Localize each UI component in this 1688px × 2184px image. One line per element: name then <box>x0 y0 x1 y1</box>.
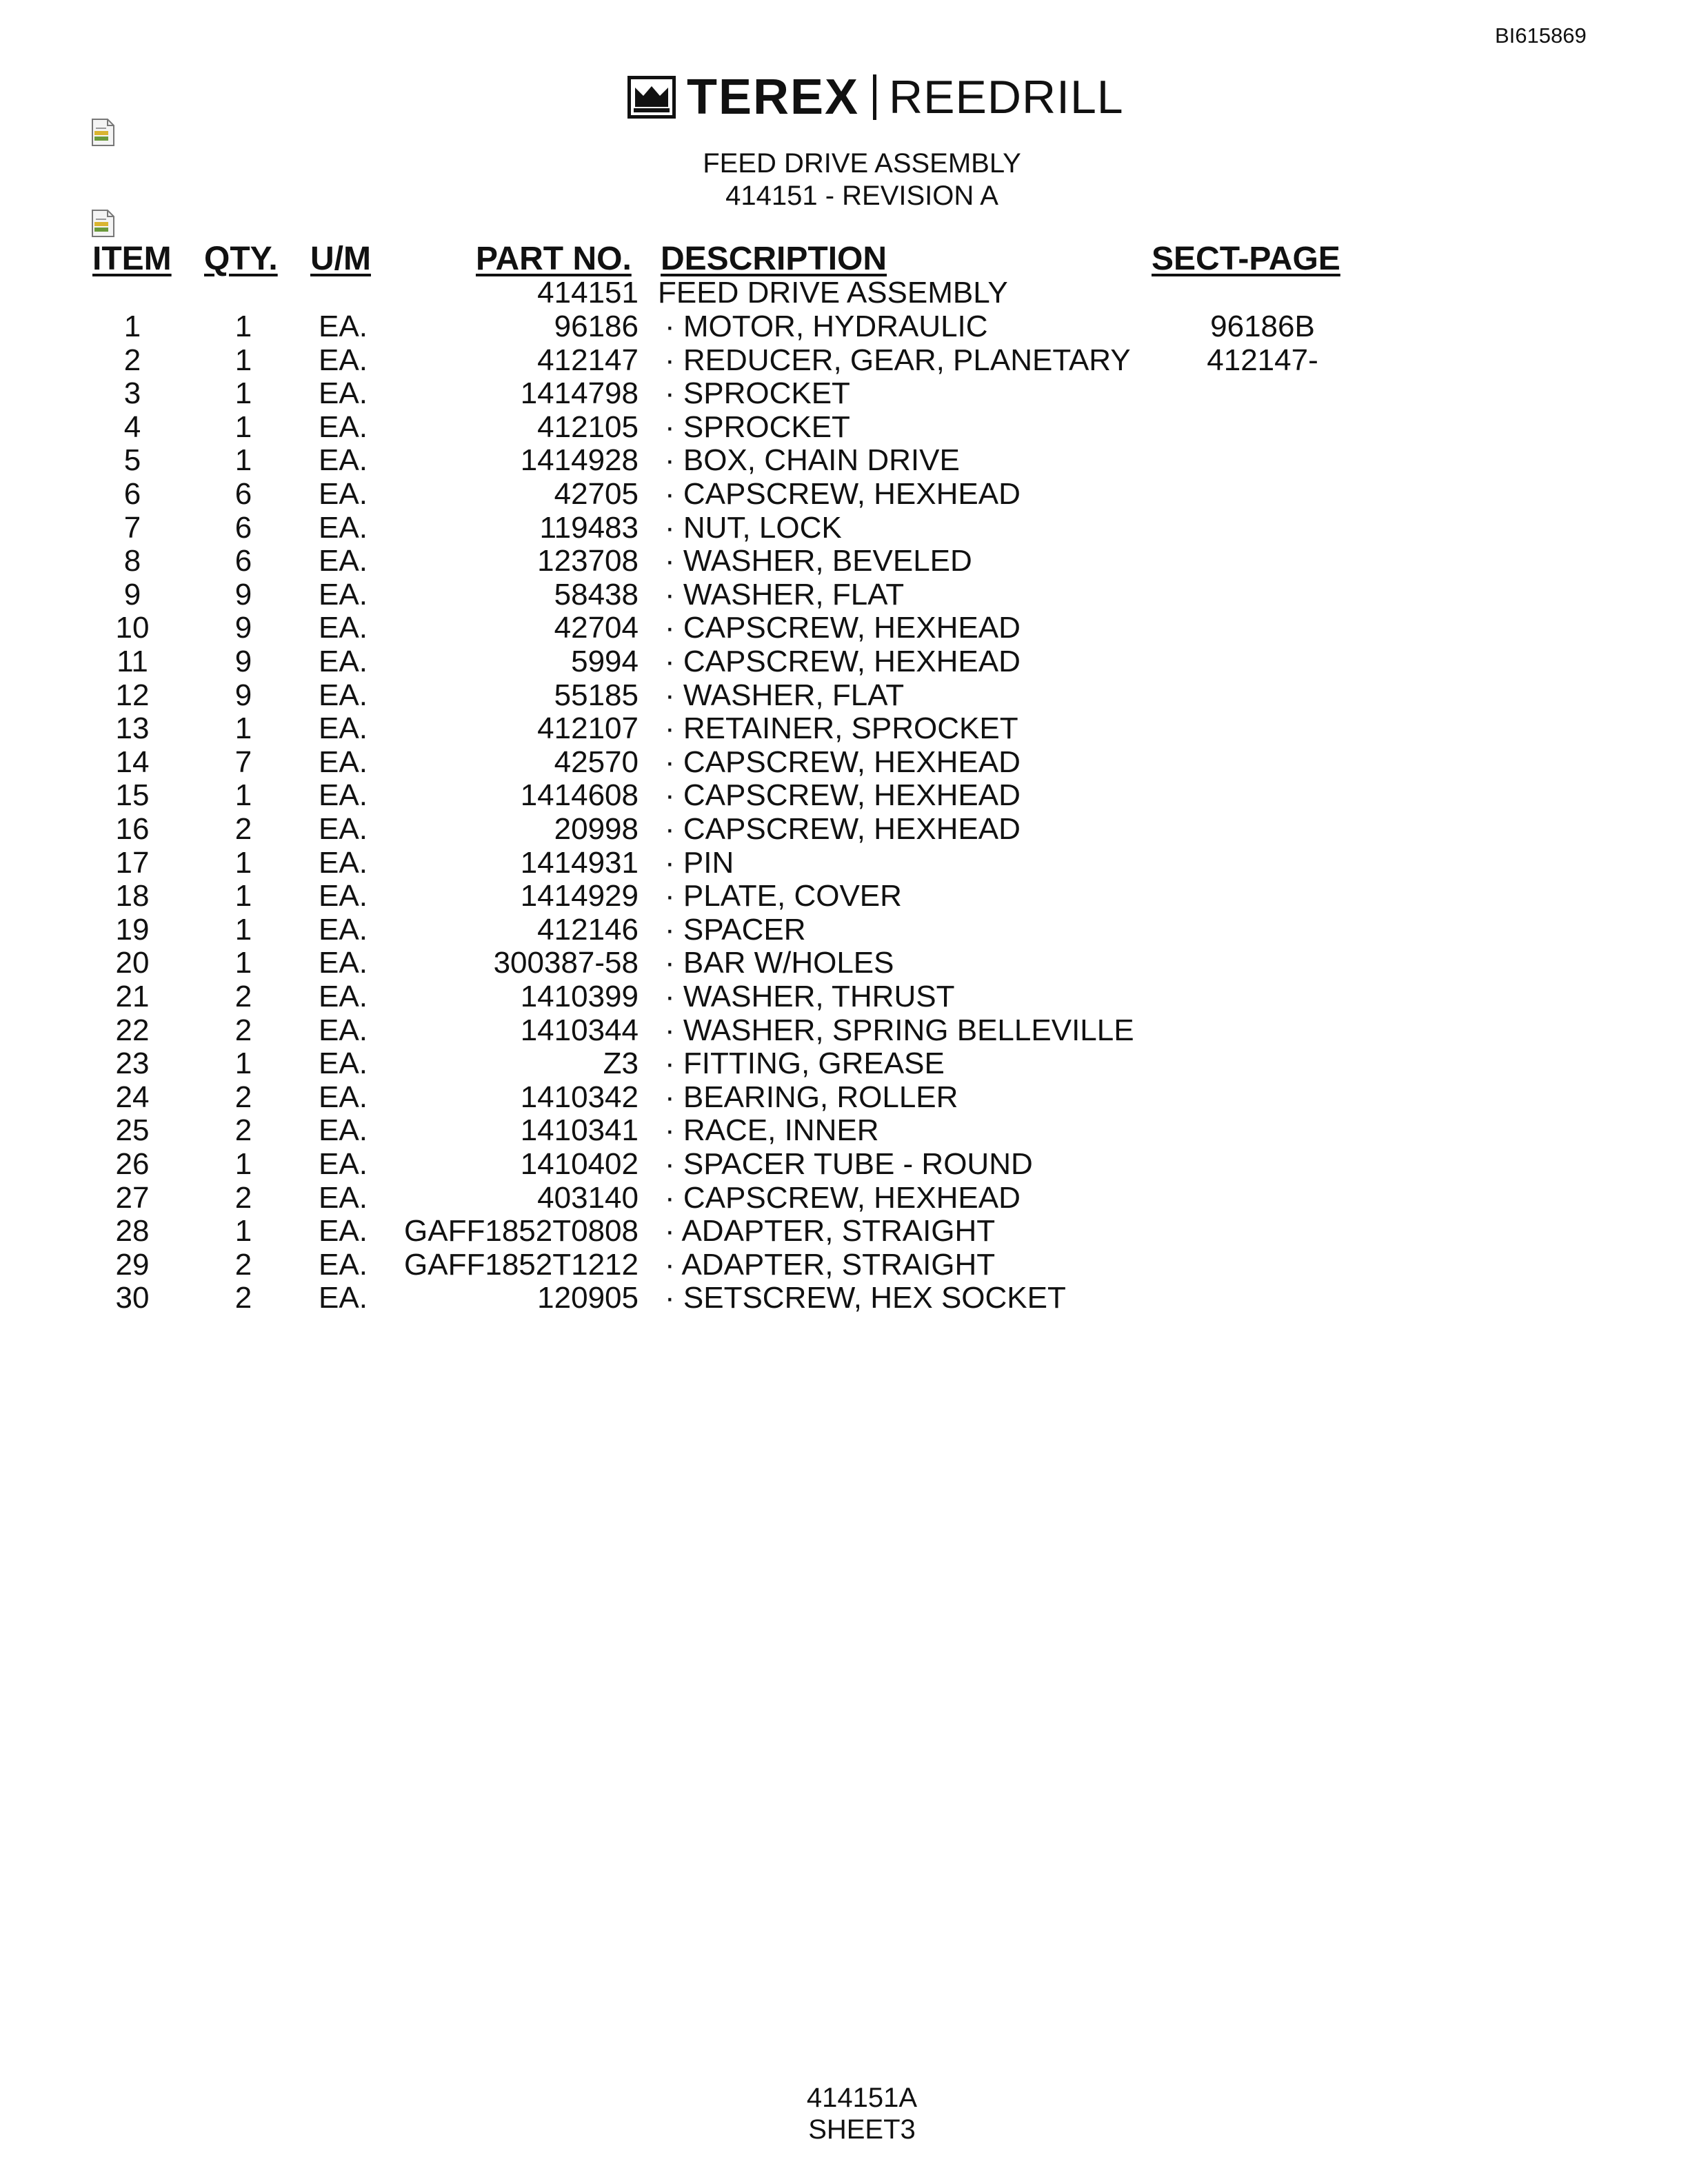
unit-of-measure: EA. <box>319 611 368 645</box>
unit-of-measure: EA. <box>319 879 368 913</box>
part-description: · SPROCKET <box>665 410 850 444</box>
unit-of-measure: EA. <box>319 1147 368 1181</box>
part-number: 119483 <box>539 510 639 545</box>
quantity: 1 <box>234 376 252 411</box>
quantity: 6 <box>234 477 252 511</box>
part-description: · CAPSCREW, HEXHEAD <box>665 778 1021 813</box>
column-header-description: DESCRIPTION <box>661 241 887 277</box>
quantity: 1 <box>234 1214 252 1248</box>
part-number: 1410341 <box>520 1113 639 1148</box>
quantity: 2 <box>234 1113 252 1148</box>
part-description: · CAPSCREW, HEXHEAD <box>665 611 1021 645</box>
part-description: · SETSCREW, HEX SOCKET <box>665 1281 1066 1315</box>
part-number: 1414929 <box>520 879 639 913</box>
part-description: · FITTING, GREASE <box>665 1046 945 1081</box>
item-number: 29 <box>115 1247 150 1282</box>
part-number: 412147 <box>537 343 639 377</box>
item-number: 11 <box>117 645 148 678</box>
part-description: · BAR W/HOLES <box>665 946 894 980</box>
sheet-footer <box>0 2082 1688 2145</box>
table-row <box>0 745 1688 779</box>
part-number: GAFF1852T1212 <box>404 1247 639 1282</box>
item-number: 7 <box>123 510 141 545</box>
part-description: · WASHER, FLAT <box>665 577 905 611</box>
unit-of-measure: EA. <box>319 778 368 813</box>
unit-of-measure: EA. <box>319 1214 368 1248</box>
assembly-row <box>0 276 1688 310</box>
unit-of-measure: EA. <box>319 645 368 678</box>
table-row <box>0 711 1688 745</box>
quantity: 1 <box>234 310 252 343</box>
unit-of-measure: EA. <box>319 544 368 578</box>
part-description: · BEARING, ROLLER <box>665 1080 958 1114</box>
item-number: 13 <box>115 711 150 746</box>
item-number: 15 <box>115 778 150 813</box>
quantity: 1 <box>234 845 252 880</box>
unit-of-measure: EA. <box>319 1281 368 1315</box>
table-row <box>0 1181 1688 1215</box>
table-row <box>0 778 1688 812</box>
unit-of-measure: EA. <box>319 845 368 880</box>
part-number: 412146 <box>537 912 639 947</box>
quantity: 1 <box>234 879 252 913</box>
part-number: 42705 <box>554 477 639 511</box>
table-row <box>0 376 1688 410</box>
table-row <box>0 1281 1688 1315</box>
part-description: · ADAPTER, STRAIGHT <box>665 1214 996 1248</box>
assembly-description: FEED DRIVE ASSEMBLY <box>658 276 1008 310</box>
part-number: 1410342 <box>520 1080 639 1114</box>
part-number: 42570 <box>554 745 639 779</box>
part-description: · WASHER, SPRING BELLEVILLE <box>665 1013 1134 1047</box>
item-number: 17 <box>115 845 150 880</box>
part-number: 1410344 <box>520 1013 639 1047</box>
unit-of-measure: EA. <box>319 376 368 411</box>
unit-of-measure: EA. <box>319 812 368 846</box>
part-description: · MOTOR, HYDRAULIC <box>665 310 988 343</box>
quantity: 2 <box>234 1247 252 1282</box>
item-number: 22 <box>115 1013 150 1047</box>
quantity: 7 <box>234 745 252 779</box>
quantity: 1 <box>234 946 252 980</box>
item-number: 1 <box>123 310 141 343</box>
part-number: 123708 <box>537 544 639 578</box>
quantity: 9 <box>234 645 252 678</box>
part-description: · RACE, INNER <box>665 1113 879 1148</box>
part-number: 412105 <box>537 410 639 444</box>
table-row <box>0 1248 1688 1282</box>
part-description: · CAPSCREW, HEXHEAD <box>665 745 1021 779</box>
table-row <box>0 846 1688 880</box>
part-description: · CAPSCREW, HEXHEAD <box>665 1180 1021 1215</box>
title-line-1: FEED DRIVE ASSEMBLY <box>703 148 1021 179</box>
table-row <box>0 611 1688 645</box>
document-id: BI615869 <box>1495 23 1587 48</box>
part-description: · WASHER, THRUST <box>665 980 955 1013</box>
attachment-file-icon[interactable] <box>91 119 114 146</box>
unit-of-measure: EA. <box>319 1113 368 1148</box>
part-description: · SPACER <box>665 912 806 947</box>
part-number: 55185 <box>554 678 639 712</box>
quantity: 6 <box>234 510 252 545</box>
quantity: 6 <box>234 544 252 578</box>
sect-page: 412147- <box>1207 343 1318 377</box>
quantity: 2 <box>234 1013 252 1047</box>
part-description: · CAPSCREW, HEXHEAD <box>665 645 1021 678</box>
quantity: 1 <box>234 912 252 947</box>
unit-of-measure: EA. <box>319 745 368 779</box>
part-description: · NUT, LOCK <box>665 510 842 545</box>
part-number: 412107 <box>537 711 639 746</box>
quantity: 1 <box>234 711 252 746</box>
part-number: 5994 <box>571 645 639 678</box>
part-description: · WASHER, FLAT <box>665 678 905 712</box>
quantity: 9 <box>234 577 252 611</box>
attachment-file-icon-2[interactable] <box>91 210 114 237</box>
quantity: 9 <box>234 611 252 645</box>
quantity: 1 <box>234 1046 252 1081</box>
quantity: 2 <box>234 1281 252 1315</box>
terex-crown-icon <box>627 76 676 119</box>
part-description: · PIN <box>665 845 734 880</box>
terex-reedrill-logo <box>627 70 1124 125</box>
part-number: 58438 <box>554 577 639 611</box>
part-number: 42704 <box>554 611 639 645</box>
table-row <box>0 1013 1688 1047</box>
part-number: 120905 <box>537 1281 639 1315</box>
part-description: · CAPSCREW, HEXHEAD <box>665 812 1021 846</box>
part-number: 96186 <box>554 310 639 343</box>
unit-of-measure: EA. <box>319 946 368 980</box>
table-row <box>0 678 1688 712</box>
part-description: · CAPSCREW, HEXHEAD <box>665 477 1021 511</box>
unit-of-measure: EA. <box>319 477 368 511</box>
part-description: · SPACER TUBE - ROUND <box>665 1147 1033 1181</box>
table-row <box>0 1147 1688 1181</box>
part-number: 300387-58 <box>493 946 639 980</box>
table-row <box>0 310 1688 343</box>
assembly-part-number: 414151 <box>537 276 639 310</box>
unit-of-measure: EA. <box>319 912 368 947</box>
item-number: 10 <box>115 611 150 645</box>
item-number: 14 <box>115 745 150 779</box>
part-number: 1414608 <box>520 778 639 813</box>
table-row <box>0 1113 1688 1147</box>
item-number: 2 <box>123 343 141 377</box>
unit-of-measure: EA. <box>319 678 368 712</box>
part-description: · PLATE, COVER <box>665 879 902 913</box>
part-number: 20998 <box>554 812 639 846</box>
quantity: 1 <box>234 443 252 478</box>
item-number: 9 <box>123 577 141 611</box>
unit-of-measure: EA. <box>319 1013 368 1047</box>
quantity: 2 <box>234 812 252 846</box>
quantity: 9 <box>234 678 252 712</box>
part-description: · ADAPTER, STRAIGHT <box>665 1247 996 1282</box>
part-number: 1414798 <box>520 376 639 411</box>
item-number: 3 <box>123 376 141 411</box>
table-row <box>0 578 1688 611</box>
quantity: 2 <box>234 1080 252 1114</box>
unit-of-measure: EA. <box>319 510 368 545</box>
unit-of-measure: EA. <box>319 1247 368 1282</box>
table-row <box>0 645 1688 678</box>
logo-reedrill-text: REEDRILL <box>889 71 1124 123</box>
table-row <box>0 544 1688 578</box>
part-number: 403140 <box>537 1180 639 1215</box>
item-number: 19 <box>115 912 150 947</box>
column-header-part-no: PART NO. <box>476 241 632 277</box>
item-number: 20 <box>115 946 150 980</box>
column-header-item: ITEM <box>92 241 172 277</box>
quantity: 1 <box>234 343 252 377</box>
quantity: 2 <box>234 980 252 1013</box>
footer-sheet-number: SHEET3 <box>808 2114 916 2145</box>
table-row <box>0 443 1688 477</box>
part-description: · WASHER, BEVELED <box>665 544 972 578</box>
unit-of-measure: EA. <box>319 310 368 343</box>
unit-of-measure: EA. <box>319 980 368 1013</box>
item-number: 4 <box>123 410 141 444</box>
sect-page: 96186B <box>1210 310 1315 343</box>
item-number: 26 <box>115 1147 150 1181</box>
unit-of-measure: EA. <box>319 1046 368 1081</box>
item-number: 18 <box>115 879 150 913</box>
item-number: 28 <box>115 1214 150 1248</box>
logo-terex-text: TEREX <box>687 70 860 125</box>
unit-of-measure: EA. <box>319 711 368 746</box>
item-number: 25 <box>115 1113 150 1148</box>
table-row <box>0 511 1688 545</box>
unit-of-measure: EA. <box>319 577 368 611</box>
unit-of-measure: EA. <box>319 410 368 444</box>
part-number: 1414928 <box>520 443 639 478</box>
part-number: 1410399 <box>520 980 639 1013</box>
part-number: 1414931 <box>520 845 639 880</box>
table-row <box>0 980 1688 1013</box>
column-header-um: U/M <box>310 241 371 277</box>
unit-of-measure: EA. <box>319 443 368 478</box>
table-row <box>0 812 1688 846</box>
table-row <box>0 477 1688 511</box>
logo-divider <box>873 74 876 120</box>
column-header-sect-page: SECT-PAGE <box>1152 241 1340 277</box>
item-number: 24 <box>115 1080 150 1114</box>
part-number: Z3 <box>603 1046 639 1081</box>
item-number: 6 <box>123 477 141 511</box>
quantity: 1 <box>234 410 252 444</box>
unit-of-measure: EA. <box>319 343 368 377</box>
table-row <box>0 1046 1688 1080</box>
title-line-2: 414151 - REVISION A <box>725 181 998 211</box>
column-header-qty: QTY. <box>204 241 278 277</box>
table-row <box>0 410 1688 444</box>
part-number: GAFF1852T0808 <box>404 1214 639 1248</box>
document-title <box>0 148 1688 212</box>
unit-of-measure: EA. <box>319 1180 368 1215</box>
quantity: 1 <box>234 778 252 813</box>
table-row <box>0 879 1688 913</box>
table-row <box>0 1214 1688 1248</box>
part-description: · RETAINER, SPROCKET <box>665 711 1018 746</box>
item-number: 16 <box>115 812 150 846</box>
item-number: 8 <box>123 544 141 578</box>
table-row <box>0 1080 1688 1114</box>
item-number: 21 <box>115 980 150 1013</box>
footer-drawing-number: 414151A <box>806 2083 918 2113</box>
table-row <box>0 913 1688 947</box>
unit-of-measure: EA. <box>319 1080 368 1114</box>
part-description: · BOX, CHAIN DRIVE <box>665 443 960 478</box>
item-number: 30 <box>115 1281 150 1315</box>
table-row <box>0 946 1688 980</box>
item-number: 5 <box>123 443 141 478</box>
item-number: 23 <box>115 1046 150 1081</box>
part-number: 1410402 <box>520 1147 639 1181</box>
part-description: · REDUCER, GEAR, PLANETARY <box>665 343 1131 377</box>
quantity: 1 <box>234 1147 252 1181</box>
table-row <box>0 343 1688 377</box>
quantity: 2 <box>234 1180 252 1215</box>
item-number: 12 <box>115 678 150 712</box>
item-number: 27 <box>115 1180 150 1215</box>
part-description: · SPROCKET <box>665 376 850 411</box>
